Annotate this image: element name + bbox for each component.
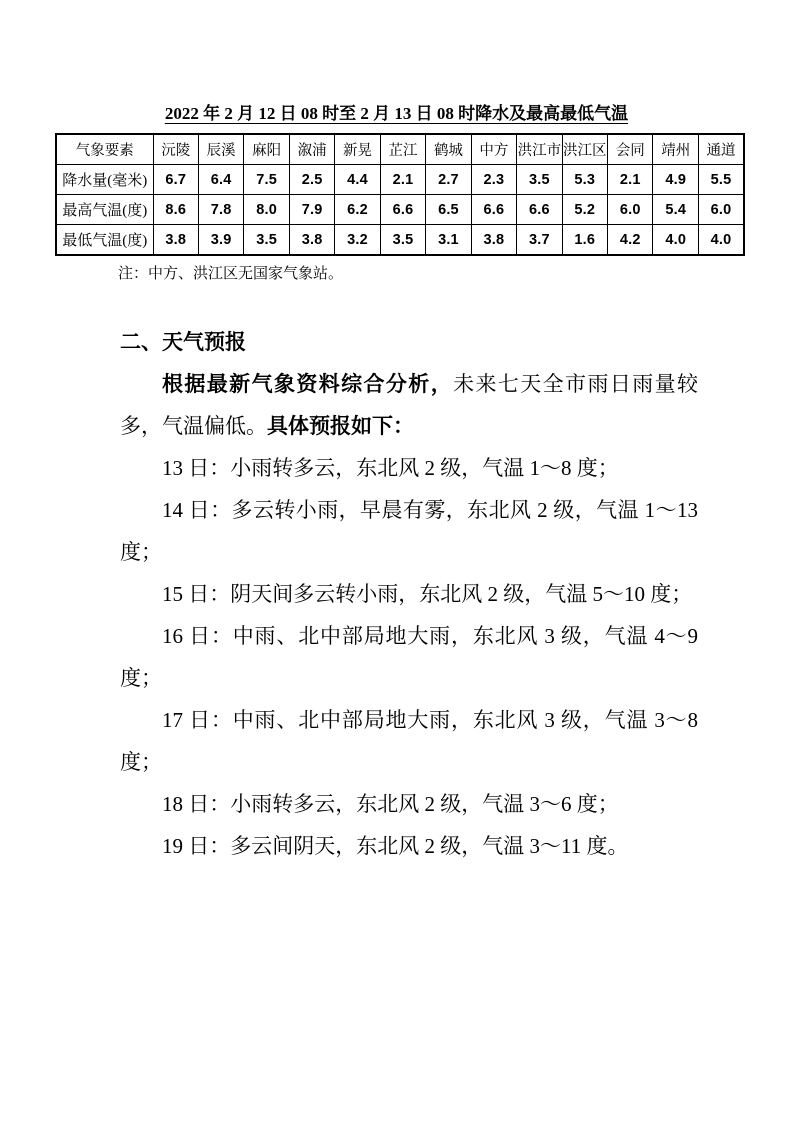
table-note: 注：中方、洪江区无国家气象站。	[118, 266, 344, 282]
table-cell: 2.3	[471, 165, 516, 195]
table-cell: 6.5	[426, 195, 471, 225]
table-cell: 4.0	[653, 225, 698, 256]
forecast-item-day13: 13 日：小雨转多云，东北风 2 级，气温 1～8 度；	[162, 456, 619, 480]
col-header-station: 麻阳	[244, 134, 289, 165]
table-cell: 3.7	[517, 225, 562, 256]
section-heading: 二、天气预报	[120, 330, 246, 354]
table-cell: 2.7	[426, 165, 471, 195]
col-header-element: 气象要素	[56, 134, 153, 165]
col-header-station: 洪江区	[562, 134, 607, 165]
col-header-station: 中方	[471, 134, 516, 165]
intro-regular: 未来七天全市雨日雨量较多，气温偏低。	[120, 372, 699, 438]
forecast-item-day15: 15 日：阴天间多云转小雨，东北风 2 级，气温 5～10 度；	[162, 582, 693, 606]
table-cell: 1.6	[562, 225, 607, 256]
table-row-precipitation	[56, 165, 744, 195]
col-header-station: 靖州	[653, 134, 698, 165]
table-cell: 4.0	[698, 225, 744, 256]
table-cell: 2.5	[289, 165, 334, 195]
table-cell: 6.4	[198, 165, 243, 195]
forecast-item-day19: 19 日：多云间阴天，东北风 2 级，气温 3～11 度。	[162, 834, 629, 858]
col-header-station: 鹤城	[426, 134, 471, 165]
col-header-station: 会同	[608, 134, 653, 165]
table-row-min-temp	[56, 225, 744, 256]
col-header-station: 沅陵	[153, 134, 198, 165]
table-cell: 8.0	[244, 195, 289, 225]
intro-bold-tail: 具体预报如下：	[267, 414, 414, 438]
table-cell: 2.1	[380, 165, 425, 195]
col-header-station: 芷江	[380, 134, 425, 165]
table-cell: 5.2	[562, 195, 607, 225]
table-cell: 8.6	[153, 195, 198, 225]
table-cell: 2.1	[608, 165, 653, 195]
forecast-item-day18: 18 日：小雨转多云，东北风 2 级，气温 3～6 度；	[162, 792, 619, 816]
table-cell: 3.5	[517, 165, 562, 195]
table-cell: 6.6	[380, 195, 425, 225]
col-header-station: 通道	[698, 134, 744, 165]
table-cell: 4.2	[608, 225, 653, 256]
table-cell: 3.2	[335, 225, 380, 256]
forecast-section	[120, 321, 698, 867]
forecast-item-day14: 14 日：多云转小雨，早晨有雾，东北风 2 级，气温 1～13 度；	[120, 498, 698, 564]
table-cell: 6.6	[471, 195, 516, 225]
forecast-item-day17: 17 日：中雨、北中部局地大雨，东北风 3 级，气温 3～8 度；	[120, 708, 698, 774]
table-cell: 6.7	[153, 165, 198, 195]
table-cell: 3.8	[153, 225, 198, 256]
table-cell: 3.8	[471, 225, 516, 256]
col-header-station: 洪江市	[517, 134, 562, 165]
table-cell: 6.2	[335, 195, 380, 225]
table-cell: 7.5	[244, 165, 289, 195]
table-cell: 6.0	[698, 195, 744, 225]
row-label: 最低气温(度)	[56, 225, 153, 256]
table-cell: 4.4	[335, 165, 380, 195]
table-cell: 3.8	[289, 225, 334, 256]
weather-table	[55, 133, 745, 256]
table-cell: 7.8	[198, 195, 243, 225]
intro-bold-lead: 根据最新气象资料综合分析，	[162, 372, 454, 396]
table-cell: 6.6	[517, 195, 562, 225]
col-header-station: 溆浦	[289, 134, 334, 165]
table-cell: 5.3	[562, 165, 607, 195]
document-title	[0, 102, 793, 126]
col-header-station: 辰溪	[198, 134, 243, 165]
row-label: 降水量(毫米)	[56, 165, 153, 195]
forecast-item-day16: 16 日：中雨、北中部局地大雨，东北风 3 级，气温 4～9 度；	[120, 624, 698, 690]
table-cell: 5.4	[653, 195, 698, 225]
table-cell: 6.0	[608, 195, 653, 225]
table-cell: 3.1	[426, 225, 471, 256]
table-cell: 3.5	[244, 225, 289, 256]
table-cell: 3.9	[198, 225, 243, 256]
row-label: 最高气温(度)	[56, 195, 153, 225]
document-title-text: 2022 年 2 月 12 日 08 时至 2 月 13 日 08 时降水及最高最低气温	[164, 104, 629, 123]
table-row-max-temp	[56, 195, 744, 225]
table-cell: 3.5	[380, 225, 425, 256]
table-cell: 5.5	[698, 165, 744, 195]
table-cell: 4.9	[653, 165, 698, 195]
table-header-row	[56, 134, 744, 165]
col-header-station: 新晃	[335, 134, 380, 165]
table-cell: 7.9	[289, 195, 334, 225]
forecast-intro	[120, 363, 698, 447]
